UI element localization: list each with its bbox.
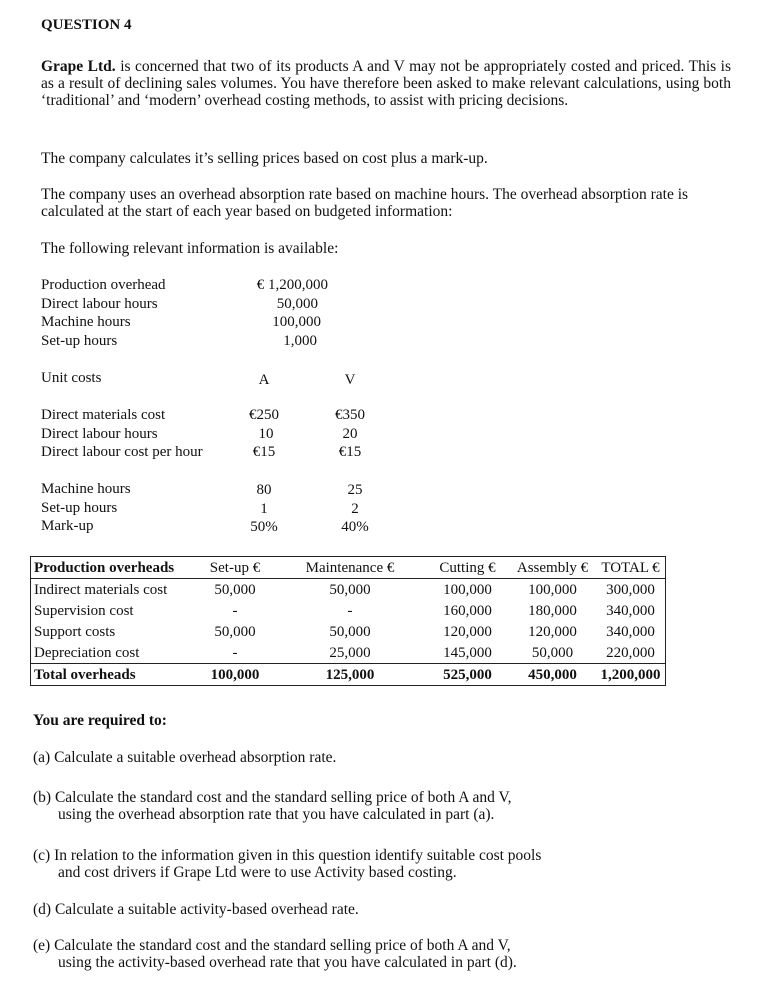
budget-label: Direct labour hours <box>41 295 158 312</box>
unit-cost-v: €15 <box>338 444 362 460</box>
unit-cost-label: Mark-up <box>41 518 94 534</box>
overheads-cell: - <box>347 602 353 619</box>
overheads-cell: Support costs <box>34 623 116 640</box>
overheads-table <box>30 557 666 685</box>
intro-text: is concerned that two of its products A and V may not be appropriately costed and priced. This is as a result of declining sales volumes. You have therefore been asked to make relevant calculations, using both ‘traditional’ and ‘modern’ overhead costing methods, to assist with pricing decisions. <box>41 58 731 109</box>
overheads-header-cell: Set-up € <box>195 557 275 579</box>
requirement-label: (a) <box>33 749 51 766</box>
unit-cost-a: 1 <box>260 500 268 517</box>
question-title: QUESTION 4 <box>41 17 132 33</box>
overheads-row <box>30 579 666 601</box>
budget-value: € 1,200,000 <box>256 277 328 293</box>
intro-paragraph <box>41 58 731 109</box>
unit-cost-label: Direct labour cost per hour <box>41 444 203 460</box>
requirement-text: Calculate the standard cost and the standard selling price of both A and V, <box>54 937 511 954</box>
requirement-text: Calculate the standard cost and the standard selling price of both A and V, <box>54 789 512 806</box>
budget-label: Set-up hours <box>41 332 118 349</box>
requirement-a <box>33 749 336 766</box>
overheads-header-row <box>30 557 666 579</box>
overheads-total-cell: 125,000 <box>275 664 425 686</box>
requirement-d <box>33 901 359 918</box>
unit-cost-a: €250 <box>249 407 279 423</box>
required-heading: You are required to: <box>33 712 167 729</box>
overheads-header-cell: Production overheads <box>30 557 195 579</box>
overheads-total-row <box>30 664 666 686</box>
unit-cost-v: €350 <box>335 407 365 423</box>
overheads-cell: 100,000 <box>528 581 577 598</box>
overheads-cell: 25,000 <box>329 644 371 661</box>
overheads-cell: 300,000 <box>606 581 655 598</box>
overheads-cell: 145,000 <box>443 644 492 661</box>
company-name: Grape Ltd. <box>41 58 116 75</box>
budget-value: 50,000 <box>276 295 318 312</box>
requirement-b <box>33 789 512 806</box>
budget-label: Machine hours <box>41 314 131 330</box>
overheads-cell: - <box>232 602 238 619</box>
requirement-text: Calculate a suitable activity-based overhead rate. <box>54 901 359 918</box>
requirement-c-line2: and cost drivers if Grape Ltd were to use Activity based costing. <box>58 864 457 881</box>
overheads-cell: 50,000 <box>214 581 256 598</box>
overheads-cell: 120,000 <box>443 623 492 640</box>
requirement-text: In relation to the information given in this question identify suitable cost pools <box>54 847 542 864</box>
overheads-total-cell: Total overheads <box>30 664 195 686</box>
requirement-c <box>33 847 541 864</box>
unit-cost-label: Set-up hours <box>41 499 118 516</box>
unit-costs-header: Unit costs <box>41 370 102 386</box>
overheads-cell: 220,000 <box>606 644 655 661</box>
overheads-total-cell: 1,200,000 <box>595 664 666 686</box>
overheads-cell: 50,000 <box>214 623 256 640</box>
overheads-cell: 160,000 <box>443 602 492 619</box>
overheads-cell: Indirect materials cost <box>34 581 168 598</box>
overheads-total-cell: 525,000 <box>425 664 510 686</box>
overheads-row <box>30 600 666 621</box>
unit-costs-col-a: A <box>258 372 270 388</box>
overheads-header-cell: Assembly € <box>510 557 595 579</box>
overheads-header-cell: TOTAL € <box>595 557 666 579</box>
unit-cost-a: €15 <box>252 444 276 460</box>
overheads-total-cell: 450,000 <box>510 664 595 686</box>
unit-cost-v: 2 <box>351 500 359 517</box>
requirement-label: (e) <box>33 937 51 954</box>
overheads-cell: 120,000 <box>528 623 577 640</box>
budget-value: 1,000 <box>283 332 317 349</box>
overheads-cell: 50,000 <box>531 644 574 661</box>
overheads-cell: 180,000 <box>528 602 577 619</box>
unit-cost-label: Direct labour hours <box>41 425 158 442</box>
overheads-total-cell: 100,000 <box>195 664 275 686</box>
unit-cost-v: 40% <box>341 519 369 535</box>
requirement-e <box>33 937 511 954</box>
selling-price-paragraph: The company calculates it’s selling prices based on cost plus a mark-up. <box>41 150 488 167</box>
overheads-row <box>30 621 666 642</box>
overheads-header-cell: Cutting € <box>425 557 510 579</box>
overheads-row <box>30 642 666 664</box>
absorption-paragraph: The company uses an overhead absorption rate based on machine hours. The overhead absorption rate is calculated at the start of each year based on budgeted information: <box>41 186 689 220</box>
unit-cost-label: Direct materials cost <box>41 407 166 423</box>
overheads-cell: 340,000 <box>606 602 655 619</box>
unit-cost-v: 20 <box>342 425 358 442</box>
overheads-header-cell: Maintenance € <box>275 557 425 579</box>
overheads-cell: Depreciation cost <box>34 644 140 661</box>
unit-cost-label: Machine hours <box>41 481 131 497</box>
overheads-cell: 50,000 <box>329 581 371 598</box>
overheads-cell: - <box>232 644 238 661</box>
unit-cost-a: 80 <box>256 482 272 498</box>
budget-value: 100,000 <box>272 314 321 330</box>
overheads-cell: 340,000 <box>606 623 655 640</box>
requirement-e-line2: using the activity-based overhead rate that you have calculated in part (d). <box>58 954 517 971</box>
info-paragraph: The following relevant information is available: <box>41 240 339 257</box>
budget-label: Production overhead <box>41 277 166 293</box>
requirement-label: (d) <box>33 901 52 918</box>
overheads-cell: 50,000 <box>329 623 371 640</box>
requirement-text: Calculate a suitable overhead absorption rate. <box>54 749 337 766</box>
requirement-label: (b) <box>33 789 52 806</box>
unit-cost-a: 50% <box>250 519 278 535</box>
requirement-label: (c) <box>33 847 51 864</box>
unit-cost-a: 10 <box>258 425 274 442</box>
requirement-b-line2: using the overhead absorption rate that you have calculated in part (a). <box>58 806 495 823</box>
unit-cost-v: 25 <box>347 482 363 498</box>
unit-costs-col-v: V <box>344 372 356 388</box>
overheads-cell: 100,000 <box>443 581 492 598</box>
overheads-cell: Supervision cost <box>34 602 134 619</box>
